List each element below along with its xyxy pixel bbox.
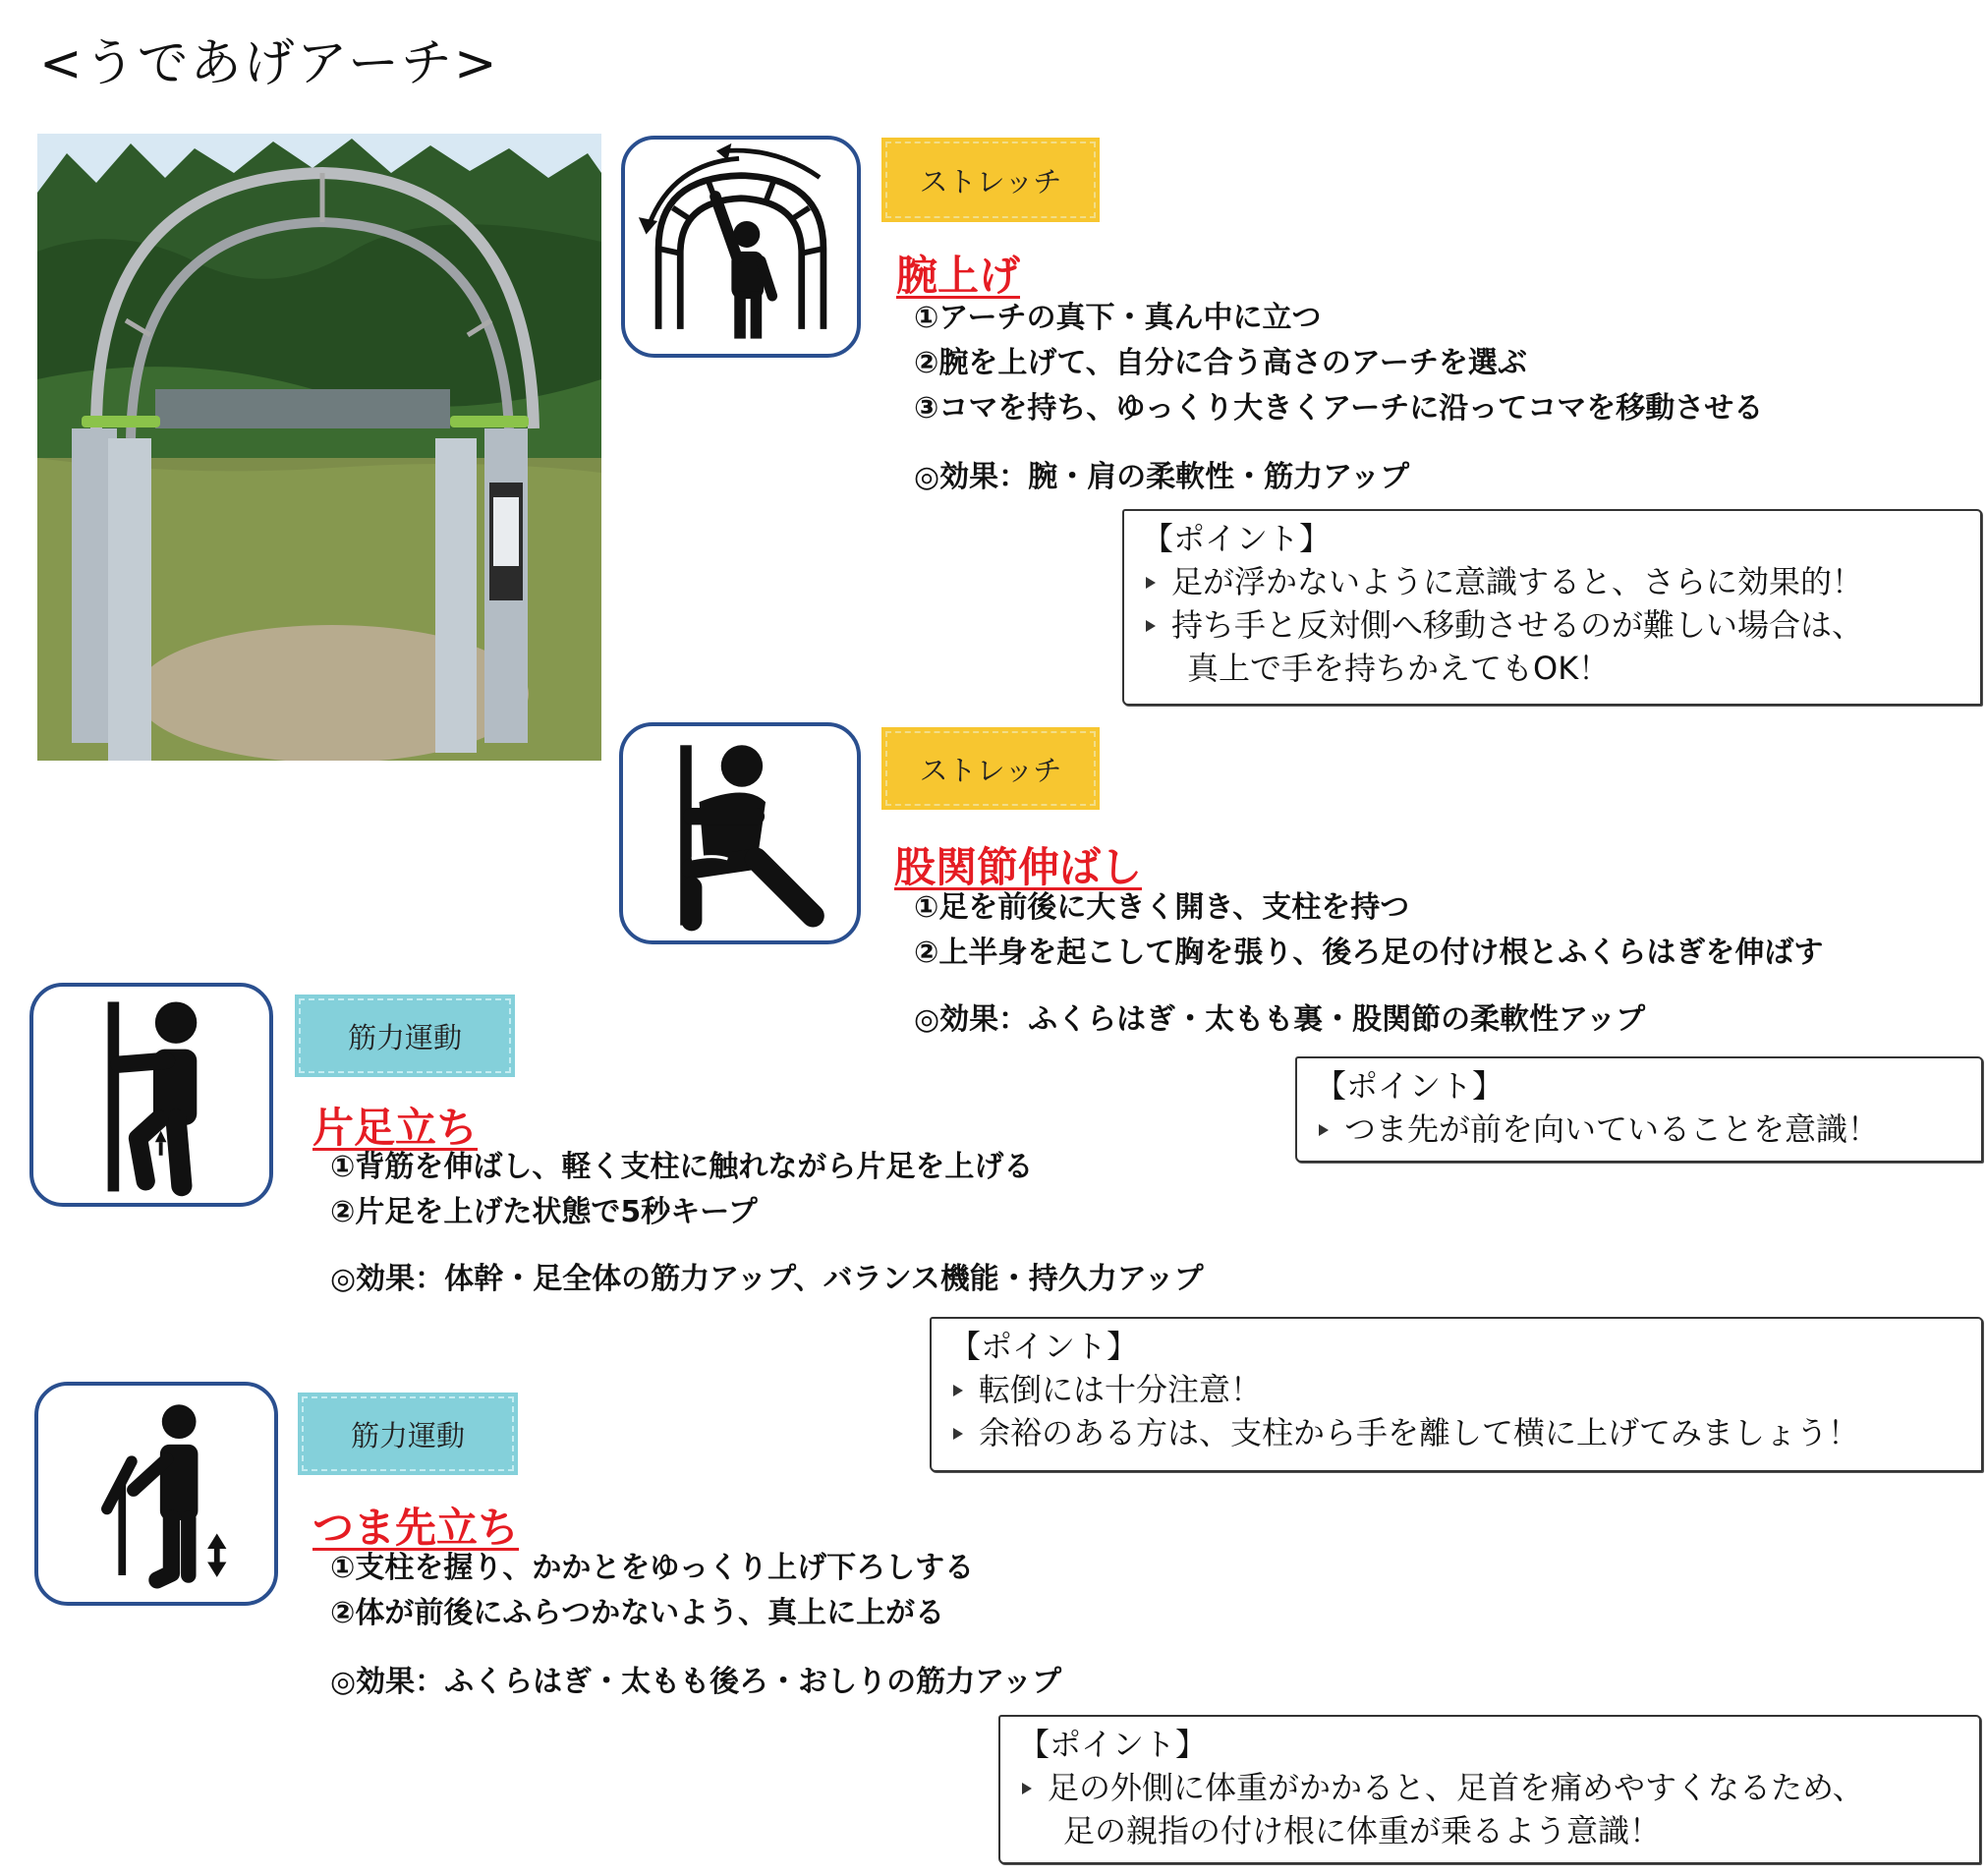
step: ①背筋を伸ばし、軽く支柱に触れながら片足を上げる xyxy=(330,1150,1034,1184)
tiptoe-stand-icon xyxy=(34,1382,278,1606)
step: ③コマを持ち、ゆっくり大きくアーチに沿ってコマを移動させる xyxy=(914,391,1764,426)
hip-stretch-icon xyxy=(619,722,861,944)
step: ②片足を上げた状態で5秒キープ xyxy=(330,1195,758,1229)
point-label: 【ポイント】 xyxy=(1018,1726,1208,1763)
step: ②体が前後にふらつかないよう、真上に上がる xyxy=(330,1596,945,1630)
point-item: 足の外側に体重がかかると、足首を痛めやすくなるため、 xyxy=(1018,1766,1963,1809)
page-title: <うであげアーチ> xyxy=(39,34,499,93)
point-item-continuation: 足の親指の付け根に体重が乗るよう意識！ xyxy=(1063,1812,1662,1849)
exercise-title-hip-stretch: 股関節伸ばし xyxy=(894,843,1143,891)
exercise-title-tiptoe-stand: つま先立ち xyxy=(312,1504,520,1552)
arch-equipment-photo xyxy=(37,134,601,761)
category-tag-strength: 筋力運動 xyxy=(298,1393,518,1475)
category-tag-strength: 筋力運動 xyxy=(295,995,515,1077)
point-box xyxy=(930,1317,1983,1472)
point-label: 【ポイント】 xyxy=(1315,1067,1504,1105)
point-label: 【ポイント】 xyxy=(949,1328,1139,1365)
exercise-title-one-leg-stand: 片足立ち xyxy=(312,1104,479,1152)
effect-text: ◎効果：腕・肩の柔軟性・筋力アップ xyxy=(914,460,1410,494)
exercise-title-arm-raise: 腕上げ xyxy=(896,252,1021,300)
category-tag-stretch: ストレッチ xyxy=(881,727,1100,810)
point-box xyxy=(998,1715,1981,1864)
effect-text: ◎効果：体幹・足全体の筋力アップ、バランス機能・持久力アップ xyxy=(330,1262,1204,1296)
point-item: 持ち手と反対側へ移動させるのが難しい場合は、 xyxy=(1142,603,1964,647)
point-item: 転倒には十分注意！ xyxy=(949,1368,1965,1411)
point-box xyxy=(1295,1056,1983,1163)
point-box xyxy=(1122,509,1982,706)
step: ①アーチの真下・真ん中に立つ xyxy=(914,301,1322,335)
category-tag-stretch: ストレッチ xyxy=(881,138,1100,222)
point-item: 余裕のある方は、支柱から手を離して横に上げてみましょう！ xyxy=(949,1411,1965,1454)
point-item: 足が浮かないように意識すると、さらに効果的！ xyxy=(1142,560,1964,603)
arm-raise-icon xyxy=(621,136,861,358)
one-leg-stand-icon xyxy=(29,983,273,1207)
step: ①支柱を握り、かかとをゆっくり上げ下ろしする xyxy=(330,1551,975,1585)
step: ②腕を上げて、自分に合う高さのアーチを選ぶ xyxy=(914,346,1527,380)
effect-text: ◎効果：ふくらはぎ・太もも後ろ・おしりの筋力アップ xyxy=(330,1665,1062,1699)
point-item-continuation: 真上で手を持ちかえてもOK！ xyxy=(1187,650,1611,687)
point-label: 【ポイント】 xyxy=(1142,520,1332,557)
step: ②上半身を起こして胸を張り、後ろ足の付け根とふくらはぎを伸ばす xyxy=(914,936,1824,970)
point-item: つま先が前を向いていることを意識！ xyxy=(1315,1108,1965,1151)
effect-text: ◎効果：ふくらはぎ・太もも裏・股関節の柔軟性アップ xyxy=(914,1002,1646,1037)
step: ①足を前後に大きく開き、支柱を持つ xyxy=(914,890,1410,925)
